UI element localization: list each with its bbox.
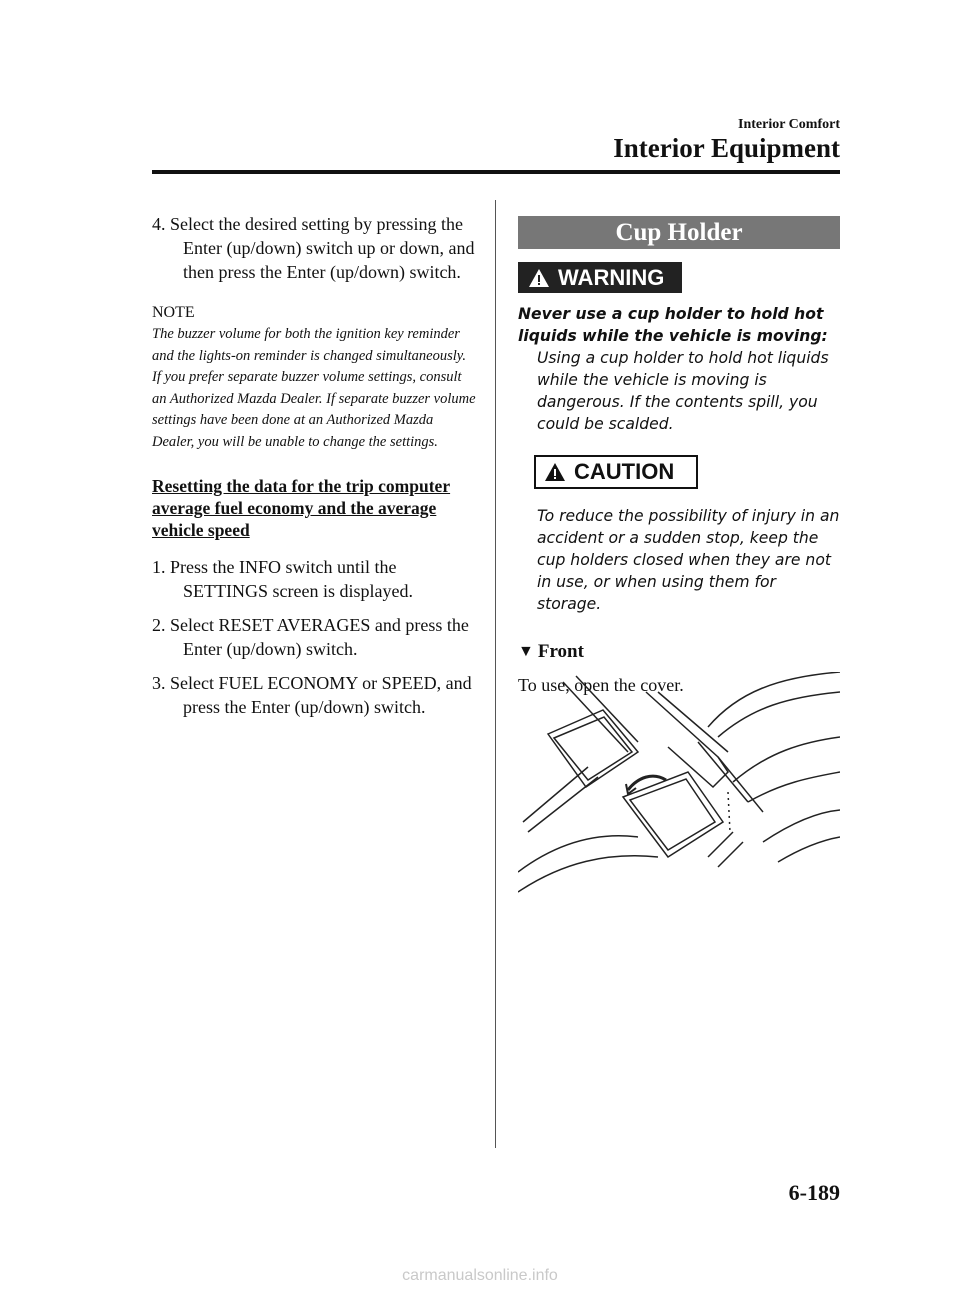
warning-body: Using a cup holder to hold hot liquids while the vehicle is moving is dangerous. If the contents spill, you could be scalded.	[537, 349, 829, 433]
column-divider	[495, 200, 496, 1148]
note-heading: NOTE	[152, 304, 195, 321]
caution-label: CAUTION	[574, 459, 675, 484]
left-column	[152, 212, 477, 729]
reset-step-1: 1. Press the INFO switch until the SETTINGS screen is displayed.	[152, 557, 413, 601]
right-column	[518, 216, 840, 696]
reset-subheading: Resetting the data for the trip computer average fuel economy and the average vehicle speed	[152, 476, 451, 540]
front-heading-text: Front	[537, 641, 584, 662]
triangle-bullet-icon: ▼	[518, 643, 534, 660]
caution-badge	[534, 455, 698, 489]
step-4: 4. Select the desired setting by pressing the Enter (up/down) switch up or down, and then press the Enter (up/down) switch.	[152, 214, 475, 282]
front-heading	[518, 641, 840, 663]
header-section-label: Interior Comfort	[738, 117, 840, 132]
caution-icon	[544, 462, 566, 482]
warning-text	[518, 303, 840, 435]
warning-label: WARNING	[558, 264, 665, 290]
reset-step-2: 2. Select RESET AVERAGES and press the Enter (up/down) switch.	[152, 615, 469, 659]
page-title: Interior Equipment	[613, 133, 840, 163]
warning-lead: Never use a cup holder to hold hot liquids while the vehicle is moving:	[518, 305, 828, 345]
page-number: 6-189	[788, 1180, 840, 1205]
note-text: The buzzer volume for both the ignition key reminder and the lights-on reminder is changed simultaneously. If you prefer separate buzzer volume settings, consult an Authorized Mazda Dealer. If separate buzzer volume settings have been done at an Authorized Mazda Dealer, you will be unable to change the settings.	[152, 326, 476, 450]
front-text: To use, open the cover.	[518, 675, 684, 695]
cup-holder-illustration	[518, 672, 840, 898]
warning-badge	[518, 262, 682, 293]
warning-icon	[528, 268, 550, 288]
reset-step-3: 3. Select FUEL ECONOMY or SPEED, and press the Enter (up/down) switch.	[152, 673, 472, 717]
caution-text: To reduce the possibility of injury in an accident or a sudden stop, keep the cup holders closed when they are not in use, or when using them for storage.	[537, 507, 840, 613]
footer-watermark: carmanualsonline.info	[402, 1267, 558, 1284]
header-rule	[152, 170, 840, 174]
cup-holder-section-title: Cup Holder	[518, 216, 840, 249]
